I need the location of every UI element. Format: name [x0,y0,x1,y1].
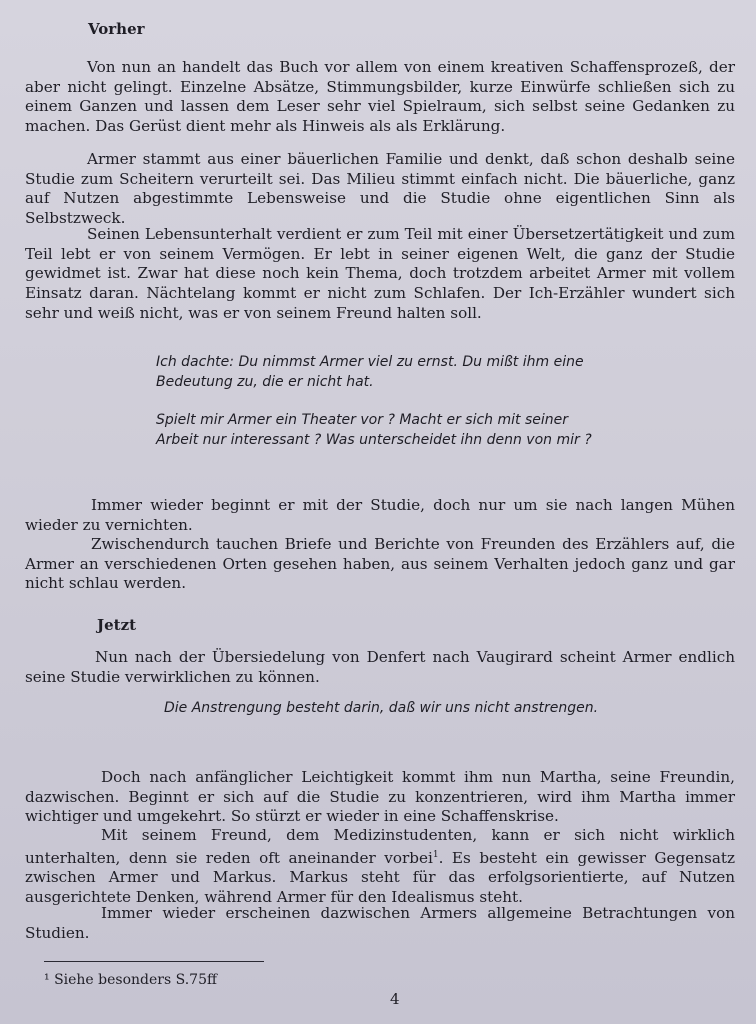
quote-3: Die Anstrengung besteht darin, daß wir uns nicht anstrengen. [164,700,599,716]
paragraph-7: Doch nach anfänglicher Leichtigkeit kommt ihm nun Martha, seine Freundin, dazwischen. Beginnt er sich auf die Studie zu konzentrieren, wird ihm Martha immer wichtiger und umgekehrt. So stürzt er wieder in eine Schaffenskrise. [25,768,735,826]
section-heading-vorher: Vorher [88,20,145,38]
paragraph-8 [25,826,735,908]
quote-1: Ich dachte: Du nimmst Armer viel zu ernst. Du mißt ihm eine Bedeutung zu, die er nicht hat. [156,354,584,390]
paragraph-9: Immer wieder erscheinen dazwischen Armers allgemeine Betrachtungen von Studien. [25,904,735,942]
footnote-divider [44,961,264,962]
paragraph-1: Von nun an handelt das Buch vor allem von einem kreativen Schaffensprozeß, der aber nicht gelingt. Einzelne Absätze, Stimmungsbilder, kurze Einwürfe schließen sich zu einem Ganzen und lassen dem Leser sehr viel Spielraum, sich selbst seine Gedanken zu machen. Das Gerüst dient mehr als Hinweis als als Erklärung. [25,58,735,136]
paragraph-6: Nun nach der Übersiedelung von Denfert nach Vaugirard scheint Armer endlich seine Studie verwirklichen zu können. [25,648,735,686]
footnote-reference: 1 [432,849,439,860]
paragraph-8-text-a: Mit seinem Freund, dem Medizinstudenten, kann er sich nicht wirklich unterhalten, denn sie reden oft aneinander vorbei [25,826,735,867]
paragraph-2: Armer stammt aus einer bäuerlichen Familie und denkt, daß schon deshalb seine Studie zum Scheitern verurteilt sei. Das Milieu stimmt einfach nicht. Die bäuerliche, ganz auf Nutzen abgestimmte Lebensweise und die Studie ohne eigentlichen Sinn als Selbstzweck. [25,150,735,228]
footnote: ¹ Siehe besonders S.75ff [44,972,217,988]
paragraph-3: Seinen Lebensunterhalt verdient er zum Teil mit einer Übersetzertätigkeit und zum Teil lebt er von seinem Vermögen. Er lebt in seiner eigenen Welt, die ganz der Studie gewidmet ist. Zwar hat diese noch kein Thema, doch trotzdem arbeitet Armer mit vollem Einsatz daran. Nächtelang kommt er nicht zum Schlafen. Der Ich-Erzähler wundert sich sehr und weiß nicht, was er von seinem Freund halten soll. [25,225,735,322]
quote-2: Spielt mir Armer ein Theater vor ? Macht er sich mit seiner Arbeit nur interessant ? Was unterscheidet ihn denn von mir ? [156,412,592,448]
paragraph-5: Zwischendurch tauchen Briefe und Berichte von Freunden des Erzählers auf, die Armer an verschiedenen Orten gesehen haben, aus seinem Verhalten jedoch ganz und gar nicht schlau werden. [25,535,735,593]
paragraph-4: Immer wieder beginnt er mit der Studie, doch nur um sie nach langen Mühen wieder zu vernichten. [25,496,735,534]
section-heading-jetzt: Jetzt [97,616,137,634]
page-number: 4 [390,990,400,1008]
paragraph-8-text-b: . Es besteht ein gewisser Gegensatz zwischen Armer und Markus. Markus steht für das erfolgsorientierte, auf Nutzen ausgerichtete Denken, während Armer für den Idealismus steht. [25,848,735,907]
